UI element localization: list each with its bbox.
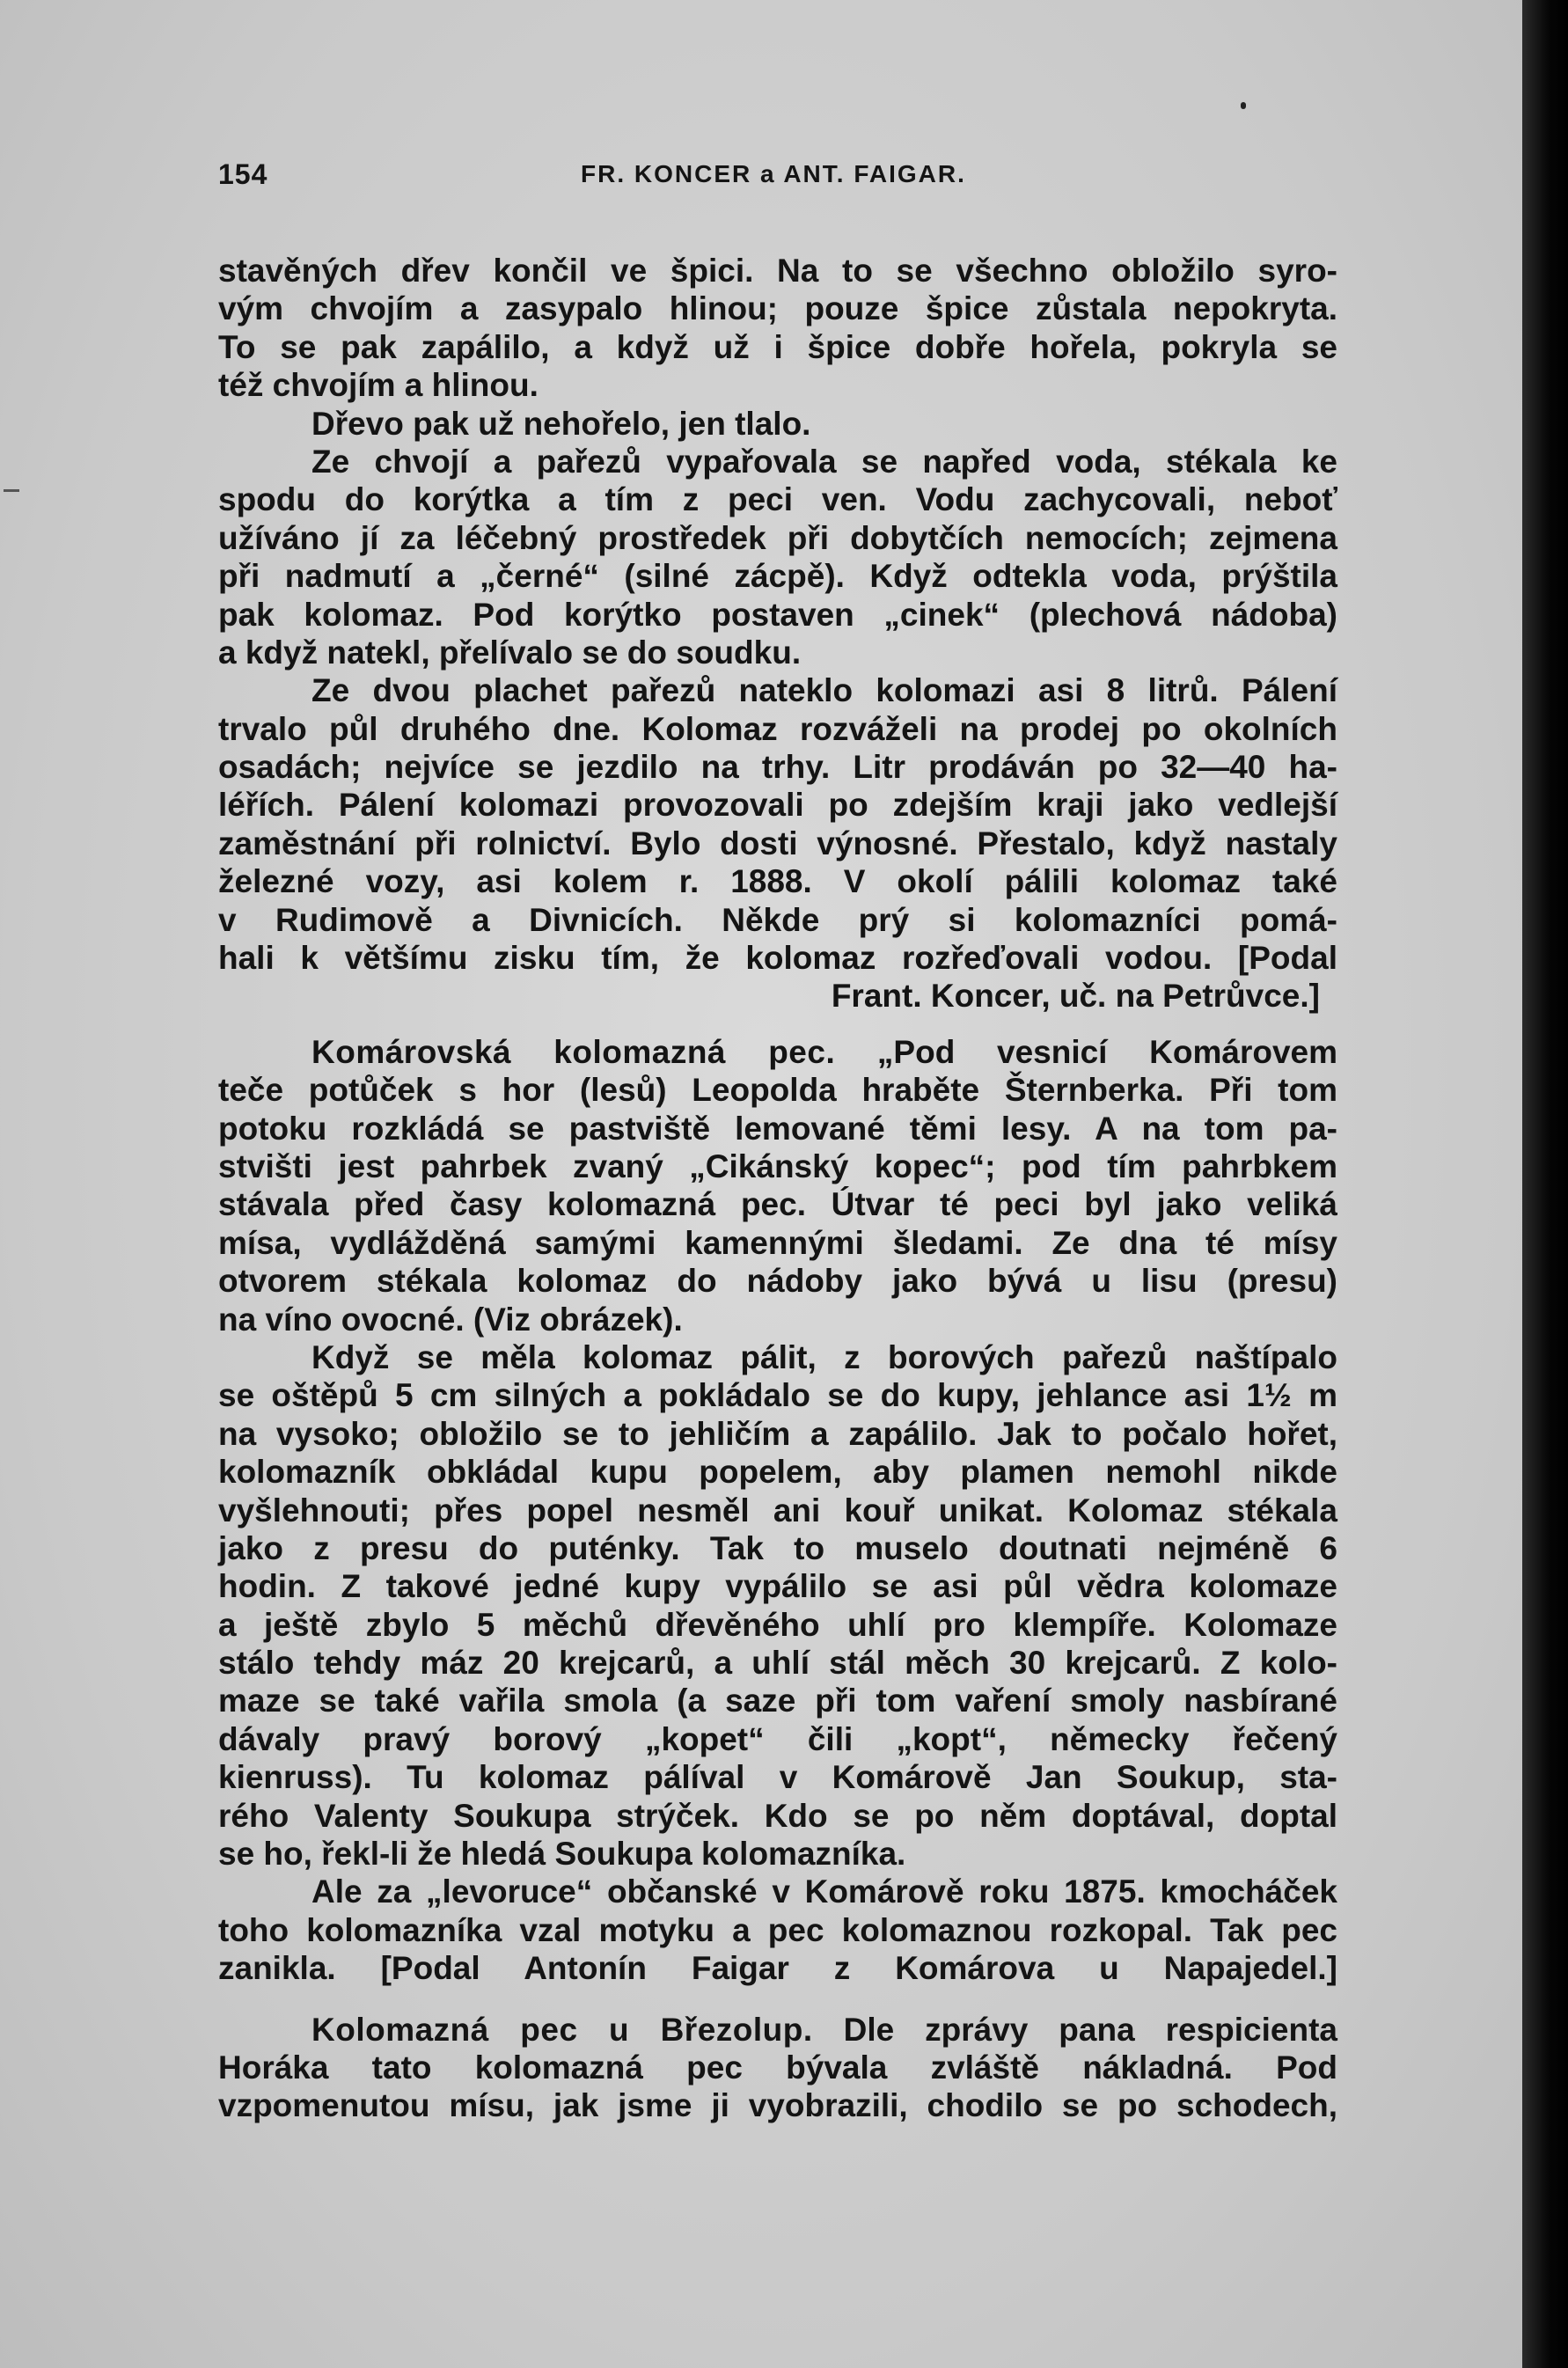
text-line: osadách; nejvíce se jezdilo na trhy. Litr prodáván po 32—40 ha- [218,749,1337,786]
text-line: na vysoko; obložilo se to jehličím a zapálilo. Jak to počalo hořet, [218,1415,1337,1452]
text-line: kienruss). Tu kolomaz pálíval v Komárově Jan Soukup, sta- [218,1759,1337,1796]
text-line: stavěných dřev končil ve špici. Na to se všechno obložilo syro- [218,253,1337,289]
text-line: teče potůček s hor (lesů) Leopolda hraběte Šternberka. Při tom [218,1072,1337,1109]
text-run: „Pod vesnicí Komárovem [876,1033,1337,1070]
body-text [218,252,1337,2125]
text-line: Horáka tato kolomazná pec bývala zvláště nákladná. Pod [218,2049,1337,2086]
text-line: a když natekl, přelívalo se do soudku. [218,634,802,671]
section-gap [218,1988,1337,2011]
text-line: To se pak zapálilo, a když už i špice dobře hořela, pokryla se [218,328,1337,365]
ink-speck [1241,102,1246,109]
text-line: Ale za „levoruce“ občanské v Komárově roku 1875. kmocháček [311,1873,1337,1910]
text-line: rého Valenty Soukupa strýček. Kdo se po něm doptával, doptal [218,1797,1337,1834]
text-line: trvalo půl druhého dne. Kolomaz rozváželi na prodej po okolních [218,710,1337,747]
section-gap [218,1015,1337,1033]
text-line: Když se měla kolomaz pálit, z borových pařezů naštípalo [311,1338,1337,1375]
text-line: též chvojím a hlinou. [218,367,539,404]
section-heading: Komárovská kolomazná pec. [311,1033,836,1070]
text-line: zaměstnání při rolnictví. Bylo dosti výnosné. Přestalo, když nastaly [218,825,1337,861]
section-heading: Kolomazná pec u Březolup. [311,2011,813,2048]
text-line: hodin. Z takové jedné kupy vypálilo se asi půl vědra kolomaze [218,1568,1337,1605]
text-line: a ještě zbylo 5 měchů dřevěného uhlí pro klempíře. Kolomaze [218,1606,1337,1643]
margin-mark [4,489,19,492]
text-line: stálo tehdy máz 20 krejcarů, a uhlí stál měch 30 krejcarů. Z kolo- [218,1645,1337,1682]
text-line: dávaly pravý borový „kopet“ čili „kopt“, německy řečený [218,1720,1337,1757]
text-line: stvišti jest pahrbek zvaný „Cikánský kopec“; pod tím pahrbkem [218,1147,1337,1184]
text-line: jako z presu do puténky. Tak to muselo doutnati nejméně 6 [218,1529,1337,1566]
running-head: FR. KONCER a ANT. FAIGAR. [581,160,966,187]
text-line: mísa, vydlážděná samými kamennými šledami. Ze dna té mísy [218,1224,1337,1261]
text-line: stávala před časy kolomazná pec. Útvar té peci byl jako veliká [218,1186,1337,1223]
text-line: otvorem stékala kolomaz do nádoby jako bývá u lisu (presu) [218,1263,1337,1300]
text-line: se ho, řekl-li že hledá Soukupa kolomazníka. [218,1836,906,1873]
book-spine-shadow [1522,0,1568,2368]
text-line: vyšlehnouti; přes popel nesměl ani kouř unikat. Kolomaz stékala [218,1492,1337,1529]
text-line [218,2011,1337,2049]
text-line: Ze dvou plachet pařezů nateklo kolomazi asi 8 litrů. Pálení [311,672,1337,709]
text-line: se oštěpů 5 cm silných a pokládalo se do kupy, jehlance asi 1½ m [218,1377,1337,1414]
text-line: léřích. Pálení kolomazi provozovali po zdejším kraji jako vedlejší [218,787,1337,824]
text-line: v Rudimově a Divnicích. Někde prý si kolomazníci pomá- [218,901,1337,938]
text-line: na víno ovocné. (Viz obrázek). [218,1301,683,1338]
text-line: potoku rozkládá se pastviště lemované těmi lesy. A na tom pa- [218,1110,1337,1147]
text-line: toho kolomazníka vzal motyku a pec kolomaznou rozkopal. Tak pec [218,1911,1337,1948]
text-run: Dle zprávy pana respicienta [843,2011,1337,2048]
text-line: pak kolomaz. Pod korýtko postaven „cinek“ (plechová nádoba) [218,596,1337,633]
page-number: 154 [218,158,268,190]
page-header [218,151,1337,204]
text-line: Ze chvojí a pařezů vypařovala se napřed voda, stékala ke [311,443,1337,480]
text-line [218,1033,1337,1071]
text-line: spodu do korýtka a tím z peci ven. Vodu zachycovali, neboť [218,481,1337,518]
text-line: železné vozy, asi kolem r. 1888. V okolí pálili kolomaz také [218,863,1337,900]
text-line: maze se také vařila smola (a saze při tom vaření smoly nasbírané [218,1683,1337,1719]
text-line: vým chvojím a zasypalo hlinou; pouze špice zůstala nepokryta. [218,290,1337,327]
signature-line: zanikla. [Podal Antonín Faigar z Komárova u Napajedel.] [218,1950,1337,1987]
text-line: při nadmutí a „černé“ (silné zácpě). Když odtekla voda, prýštila [218,558,1337,595]
signature-line: Frant. Koncer, uč. na Petrůvce.] [831,978,1320,1015]
text-line: vzpomenutou mísu, jak jsme ji vyobrazili, chodilo se po schodech, [218,2087,1337,2124]
text-line: užíváno jí za léčebný prostředek při dobytčích nemocích; zejmena [218,519,1337,556]
text-line: kolomazník obkládal kupu popelem, aby plamen nemohl nikde [218,1454,1337,1491]
text-line: Dřevo pak už nehořelo, jen tlalo. [311,405,811,442]
text-line: hali k většímu zisku tím, že kolomaz rozřeďovali vodou. [Podal [218,940,1337,977]
